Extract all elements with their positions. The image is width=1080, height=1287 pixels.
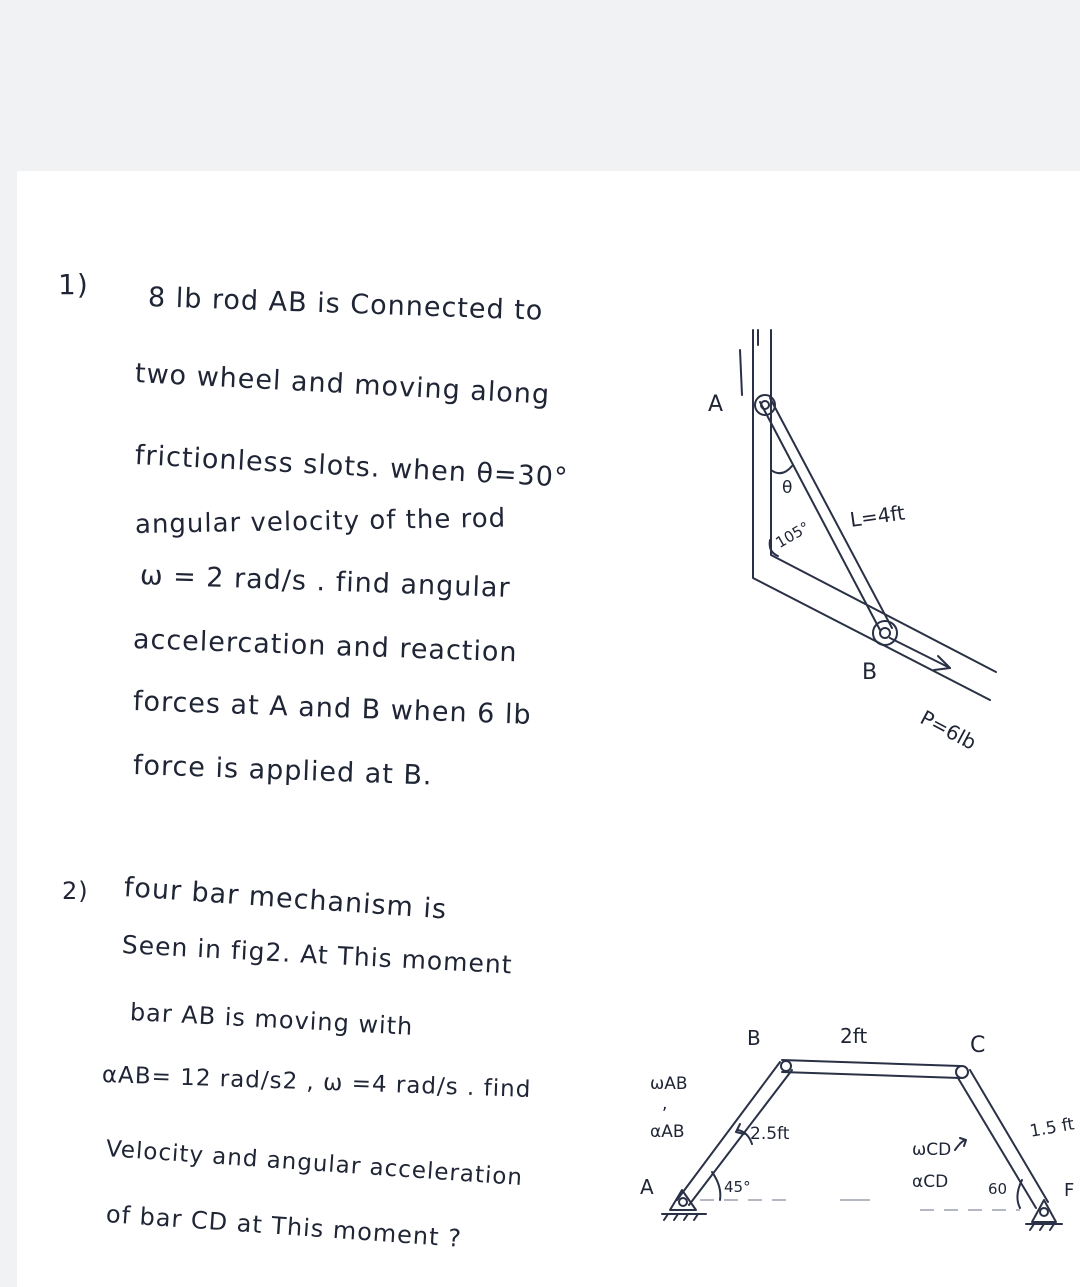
problem2-line-5: Velocity and angular acceleration — [105, 1136, 524, 1192]
problem1-line-3: frictionless slots. when θ=30° — [134, 440, 570, 494]
problem2-line-2: Seen in fig2. At This moment — [121, 930, 514, 980]
fig2-label-a: A — [640, 1175, 654, 1199]
fig2-label-ab-length: 2.5ft — [750, 1124, 790, 1144]
problem1-line-5: ω = 2 rad/s . find angular — [139, 560, 512, 604]
figure2-bar-bc — [781, 1060, 968, 1078]
fig1-label-theta: θ — [782, 478, 793, 498]
fig2-label-b: B — [747, 1026, 761, 1050]
fig2-label-comma: , — [662, 1094, 668, 1114]
fig2-label-bc-length: 2ft — [840, 1024, 868, 1048]
problem1-line-1: 8 lb rod AB is Connected to — [147, 282, 544, 327]
problem1-line-2: two wheel and moving along — [134, 358, 551, 411]
problem1-line-8: force is applied at B. — [132, 750, 434, 792]
problem1-line-4: angular velocity of the rod — [134, 503, 507, 540]
pin-support-d-icon — [1026, 1200, 1062, 1230]
fig2-label-c: C — [970, 1033, 986, 1058]
fig1-label-b: B — [862, 660, 878, 685]
figure2-dashed-ground — [700, 1200, 1020, 1210]
fig2-label-w-ab: ωAB — [650, 1074, 688, 1094]
wheel-b-icon — [873, 621, 897, 645]
fig2-label-w-cd: ωCD — [912, 1140, 952, 1160]
problem2-line-1: four bar mechanism is — [122, 872, 449, 926]
fig1-label-force: P=6lb — [916, 705, 981, 755]
fig1-label-length: L=4ft — [848, 500, 907, 532]
problem2-number: 2) — [62, 877, 89, 905]
fig2-label-alpha-ab: αAB — [650, 1122, 685, 1142]
problem1-number: 1) — [58, 268, 89, 301]
theta-arc — [771, 466, 792, 473]
fig2-label-edge-f: F — [1064, 1180, 1075, 1201]
fig2-label-45: 45° — [724, 1178, 751, 1196]
problem1-line-6: accelercation and reaction — [132, 624, 519, 669]
problem2-line-6: of bar CD at This moment ? — [105, 1200, 463, 1253]
fig1-label-a: A — [708, 392, 724, 417]
pin-support-a-icon — [662, 1190, 706, 1220]
fig1-label-105: 105° — [772, 518, 813, 552]
problem2-line-4: αAB= 12 rad/s2 , ω =4 rad/s . find — [101, 1062, 532, 1103]
fig2-label-60: 60 — [988, 1180, 1008, 1198]
fig2-label-alpha-cd: αCD — [912, 1172, 949, 1192]
alpha-cd-arrow-icon — [955, 1138, 966, 1150]
angle-45-arc — [712, 1172, 720, 1200]
problem2-line-3: bar AB is moving with — [129, 998, 415, 1041]
fig2-label-cd-length: 1.5 ft — [1028, 1114, 1076, 1142]
problem1-line-7: forces at A and B when 6 lb — [132, 686, 533, 731]
